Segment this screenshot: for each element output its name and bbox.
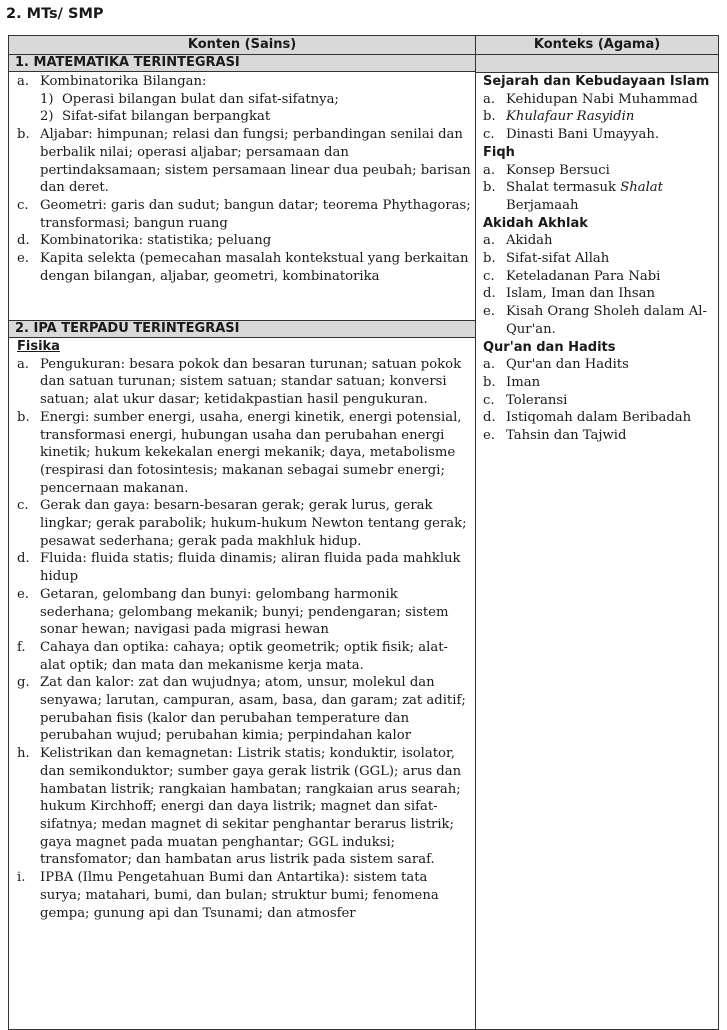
section1-content [17, 73, 472, 285]
list-item: b. Aljabar: himpunan; relasi dan fungsi; perbandingan senilai dan berbalik nilai; operasi aljabar; persamaan dan pertindaksamaan; sistem persamaan linear dua peubah; barisan dan deret. [17, 127, 471, 196]
list-item: d. Fluida: fluida statis; fluida dinamis; aliran fluida pada mahkluk hidup [17, 551, 461, 585]
header-konten: Konten (Sains) [187, 37, 297, 52]
curriculum-table [8, 35, 719, 1030]
list-item: b. Energi: sumber energi, usaha, energi kinetik, energi potensial, transformasi energi, hubungan usaha dan perubahan energi kinetik; hukum kekekalan energi mekanik; daya, metabolisme (respirasi dan fotosintesis; makanan sebagai sumebr energi; pencernaan makanan. [17, 409, 462, 496]
section-title-ipa: 2. IPA TERPADU TERINTEGRASI [9, 320, 475, 338]
list-item: e. Kapita selekta (pemecahan masalah kontekstual yang berkaitan dengan bilangan, aljabar, geometri, kombinatorika [17, 251, 469, 284]
list-item: e. Getaran, gelombang dan bunyi: gelombang harmonik sederhana; gelombang mekanik; bunyi; pendengaran; sistem sonar hewan; navigasi pada migrasi hewan [17, 586, 449, 638]
header-konteks: Konteks (Agama) [533, 37, 661, 52]
list-item: c. Gerak dan gaya: besarn-besaran gerak; gerak lurus, gerak lingkar; gerak parabolik; hukum-hukum Newton tentang gerak; pesawat sederhana; gerak pada makhluk hidup. [17, 498, 467, 549]
subject-title-fisika: Fisika [17, 339, 60, 354]
list-item: b. Sifat-sifat Allah [483, 251, 610, 267]
list-item: a. Kehidupan Nabi Muhammad [483, 91, 698, 107]
group-title-fiqh: Fiqh [483, 144, 515, 160]
konteks-content [483, 73, 713, 445]
list-item: a. Konsep Bersuci [483, 162, 610, 178]
list-item: c. Dinasti Bani Umayyah. [483, 127, 660, 143]
document-heading: 2. MTs/ SMP [6, 6, 104, 22]
group-title-quran-hadits: Qur'an dan Hadits [483, 339, 616, 355]
list-item: c. Keteladanan Para Nabi [483, 268, 661, 284]
list-item: d. Islam, Iman dan Ihsan [483, 286, 656, 302]
list-item: d. Kombinatorika: statistika; peluang [17, 233, 272, 249]
list-item: h. Kelistrikan dan kemagnetan: Listrik statis; konduktir, isolator, dan semikonduktor; sumber gaya gerak listrik (GGL); arus dan hambatan listrik; rangkaian hambatan; rangkaian arus searah; hukum Kirchhoff; energi dan daya listrik; magnet dan sifat-sifatnya; medan magnet di sekitar penghantar berarus listrik; gaya magnet pada muatan penghantar; GGL induksi; transfomator; dan hambatan arus listrik pada sistem saraf. [17, 746, 462, 868]
list-item: i. IPBA (Ilmu Pengetahuan Bumi dan Antartika): sistem tata surya; matahari, bumi, dan bulan; struktur bumi; fenomena gempa; gunung api dan Tsunami; dan atmosfer [17, 870, 439, 921]
list-item: g. Zat dan kalor: zat dan wujudnya; atom, unsur, molekul dan senyawa; larutan, campuran, asam, basa, dan garam; zat aditif; perubahan fisis (kalor dan perubahan temperature dan perubahan wujud; perubahan kimia; perpindahan kalor [17, 675, 466, 744]
list-item: d. Istiqomah dalam Beribadah [483, 410, 692, 426]
list-item: e. Tahsin dan Tajwid [483, 428, 627, 444]
section-title-matematika: 1. MATEMATIKA TERINTEGRASI [9, 54, 475, 72]
column-divider [475, 36, 476, 1029]
list-item: b. Shalat termasuk Shalat Berjamaah [483, 180, 663, 213]
section2-content [17, 338, 472, 922]
list-item: a. Kombinatorika Bilangan: [17, 74, 207, 89]
right-gray-band [476, 55, 718, 73]
list-item: c. Geometri: garis dan sudut; bangun datar; teorema Phythagoras; transformasi; bangun ruang [17, 197, 471, 231]
list-item: a. Akidah [483, 233, 553, 249]
group-title-ski: Sejarah dan Kebudayaan Islam [483, 74, 710, 89]
sub-list-item: 2) Sifat-sifat bilangan berpangkat [40, 109, 271, 125]
list-item: b. Iman [483, 374, 541, 390]
list-item: b. Khulafaur Rasyidin [483, 109, 635, 125]
group-title-akidah: Akidah Akhlak [483, 215, 588, 231]
list-item: c. Toleransi [483, 392, 568, 408]
sub-list-item: 1) Operasi bilangan bulat dan sifat-sifatnya; [40, 91, 339, 107]
list-item: a. Qur'an dan Hadits [483, 357, 629, 373]
list-item: e. Kisah Orang Sholeh dalam Al-Qur'an. [483, 304, 707, 337]
list-item: a. Pengukuran: besara pokok dan besaran turunan; satuan pokok dan satuan turunan; sistem satuan; standar satuan; konversi satuan; alat ukur dasar; ketidakpastian hasil pengukuran. [17, 356, 462, 408]
list-item: f. Cahaya dan optika: cahaya; optik geometrik; optik fisik; alat-alat optik; dan mata dan mekanisme kerja mata. [17, 639, 448, 673]
